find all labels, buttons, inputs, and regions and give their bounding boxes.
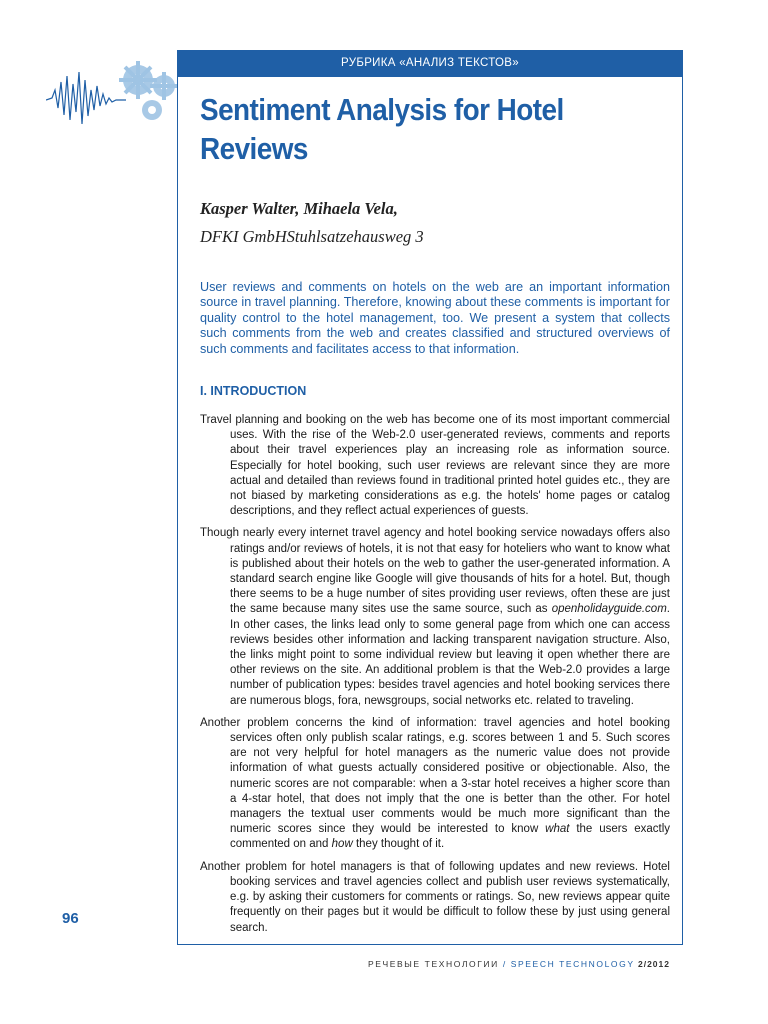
rubric-banner: РУБРИКА «АНАЛИЗ ТЕКСТОВ» [177,50,683,77]
paragraph-3-text-c: they thought of it. [352,838,445,851]
emphasis-what: what [545,823,570,836]
footer-ru: РЕЧЕВЫЕ ТЕХНОЛОГИИ [367,959,499,969]
paragraph-3-text-b: the users exactly commented on and [230,823,671,851]
section-heading: I. INTRODUCTION [200,384,307,398]
journal-logo-gears-waveform-icon [46,60,178,130]
paragraph-2 [200,526,670,708]
page-number: 96 [62,910,79,927]
paragraph-2-text-b: . In other cases, the links lead only to some general page from which one can access reviews besides other information and lacking transparent navigation structure. Also, the links might point to some individual review but leaving it open whether there are other reviews on the site. An additional problem is that the Web-2.0 provides a large number of publication types: besides travel agencies and hotel booking services there are numerous blogs, fora, newsgroups, social networks etc. related to traveling. [230,603,670,707]
journal-footer [368,959,670,969]
article-body [200,413,670,943]
footer-separator: / [498,959,511,969]
footer-en: SPEECH TECHNOLOGY [510,959,635,969]
paragraph-4: Another problem for hotel managers is that of following updates and new reviews. Hotel booking services and travel agencies collect and publish user reviews systematically, e.g. by asking their customers for comments or ratings. So, new reviews appear quite frequently on their pages but it would be difficult to follow these by just using general search. [200,860,670,934]
paragraph-3-text-a: Another problem concerns the kind of information: travel agencies and hotel booking services often only publish scalar ratings, e.g. scores between 1 and 5. Such scores are not very helpful for hotel managers as the numeric value does not provide information of what guests actually considered positive or objectionable. Also, the numeric scores are not comparable: when a 3-star hotel receives a higher score than a 4-star hotel, that does not imply that the one is better than the other. For hotel managers the textual user comments would be much more significant than the numeric scores since they would be interested to know [200,716,670,836]
article-title: Sentiment Analysis for Hotel Reviews [200,92,564,166]
paragraph-1: Travel planning and booking on the web has become one of its most important commercial uses. With the rise of the Web-2.0 user-generated reviews, comments and reports about their travel experiences play an increasing role as information source. Especially for hotel booking, such user reviews are relevant since they are more actual and detailed than reviews found in traditional printed hotel guides etc., they are not biased by marketing considerations as e.g. the hotels' home pages or catalog descriptions, and they reflect actual experiences of guests. [200,414,670,518]
article-authors: Kasper Walter, Mihaela Vela, [200,199,398,218]
site-name: openholidayguide.com [551,603,667,616]
article-abstract: User reviews and comments on hotels on the web are an important information source in travel planning. Therefore, knowing about these comments is important for quality control to the hotel management, too. We present a system that collects such comments from the web and creates classified and structured overviews of such comments and facilitates access to that information. [200,280,670,356]
author-affiliation: DFKI GmbHStuhlsatzehausweg 3 [200,227,424,246]
footer-issue: 2/2012 [634,959,670,969]
paragraph-3 [200,716,670,853]
paragraph-2-text-a: Though nearly every internet travel agency and hotel booking service nowadays offers also ratings and/or reviews of hotels, it is not that easy for hoteliers who want to know what is published about their hotels on the web to gather the user-generated information. A standard search engine like Google will give thousands of hits for a hotel. But, though there seems to be a huge number of sites providing user reviews, often these are just the same because many sites use the same source, such as [200,527,670,616]
emphasis-how: how [331,838,353,851]
